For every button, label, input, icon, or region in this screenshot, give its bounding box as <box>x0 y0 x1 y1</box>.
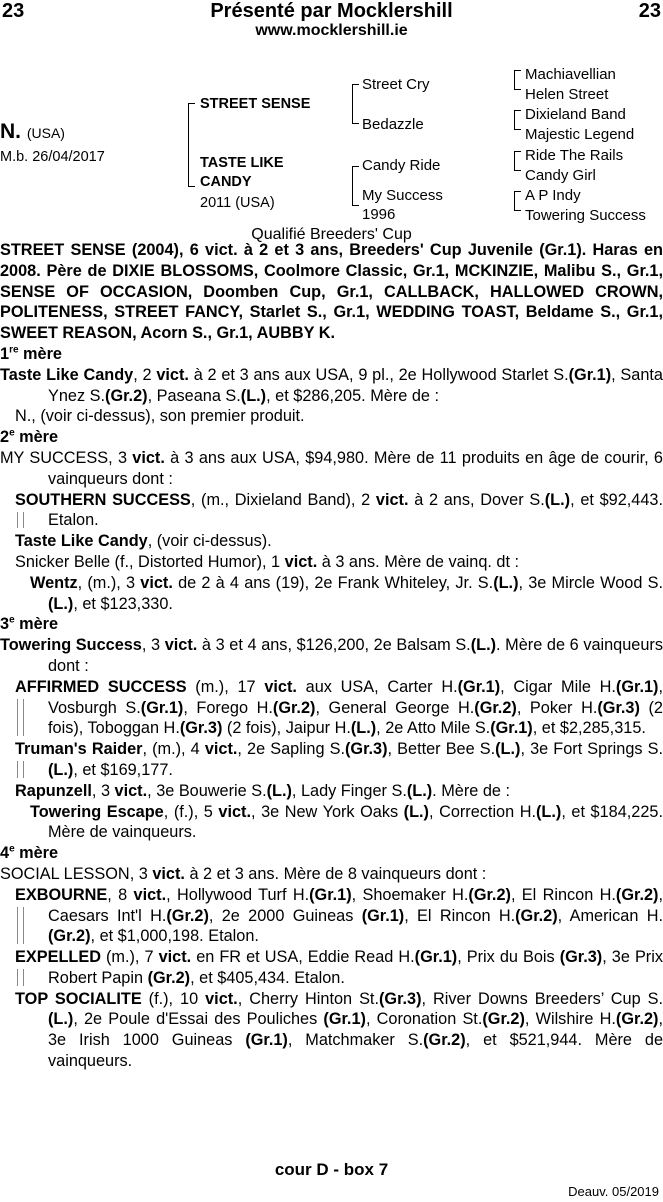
text: , (m.), 3 <box>77 573 141 592</box>
fourth-dam-name: SOCIAL LESSON <box>0 864 130 883</box>
page-title: Présenté par Mocklershill <box>210 0 453 22</box>
text: , et $169,177. <box>73 760 173 779</box>
text: , 2e Atto Mile S. <box>376 719 491 738</box>
vict: vict. <box>284 552 318 571</box>
heading-word: mère <box>18 344 62 363</box>
g3-7: A P Indy <box>525 187 581 204</box>
grade: (Gr.3) <box>597 698 640 717</box>
text: . Mère de : <box>432 781 510 800</box>
vict: vict. <box>375 490 409 509</box>
produce-name: Rapunzell <box>15 781 92 800</box>
heading-word: mère <box>14 428 59 447</box>
produce-expelled <box>15 947 663 989</box>
text: , 2 <box>133 365 157 384</box>
text: , (m., Dixieland Band), 2 <box>190 490 376 509</box>
grade: (Gr.3) <box>378 989 422 1008</box>
first-dam-entry <box>0 365 663 407</box>
black-type-bar <box>17 761 24 778</box>
dam-year: 2011 (USA) <box>200 195 275 211</box>
text: , El Rincon H. <box>404 906 516 925</box>
grade: (Gr.2) <box>515 906 558 925</box>
grade: (Gr.2) <box>105 386 148 405</box>
produce-trumans-raider <box>15 739 663 781</box>
text: , (voir ci-dessus). <box>147 532 272 551</box>
text: , (f.), 5 <box>163 802 219 821</box>
lot-number-left: 23 <box>2 0 25 22</box>
g3-bracket-3 <box>514 151 515 171</box>
text: . Mère de 6 vainqueurs dont : <box>48 636 663 675</box>
black-type-bar <box>17 512 24 529</box>
vict: vict. <box>156 365 189 384</box>
vict: vict. <box>218 802 251 821</box>
text: (m.), 17 <box>186 677 265 696</box>
heading-number: 2 <box>0 428 10 447</box>
text: , 3 <box>91 781 115 800</box>
produce-name: Wentz <box>30 573 78 592</box>
text: , 3e New York Oaks <box>251 802 404 821</box>
produce-name: Truman's Raider <box>15 740 143 759</box>
grade: (Gr.1) <box>323 1010 366 1029</box>
vict: vict. <box>152 864 185 883</box>
text: , Hollywood Turf H. <box>166 885 310 904</box>
text: , et $184,225. Mère de vainqueurs. <box>48 802 663 842</box>
dam-dam-year: 1996 <box>362 206 396 223</box>
grade: (Gr.1) <box>309 885 352 904</box>
text: aux USA, Carter H. <box>296 677 458 696</box>
vict: vict. <box>133 885 167 904</box>
text: , et $521,944. Mère de vainqueurs. <box>48 1031 663 1071</box>
text: en FR et USA, Eddie Read H. <box>191 948 415 967</box>
grade: (Gr.1) <box>568 365 612 384</box>
g3-bracket-4 <box>514 191 515 211</box>
text: (f.), 10 <box>141 989 206 1008</box>
grade: (Gr.2) <box>147 968 191 987</box>
grade: (Gr.2) <box>48 927 91 946</box>
grade: (Gr.3) <box>179 719 223 738</box>
catalogue-body <box>0 240 663 1072</box>
heading-word: mère <box>14 615 59 634</box>
heading-number: 4 <box>0 844 10 863</box>
text: , 2e Poule d'Essai des Pouliches <box>73 1010 324 1029</box>
text: , American H. <box>557 906 663 925</box>
first-dam-heading <box>0 344 663 365</box>
grade: (L.) <box>48 594 74 613</box>
sire: STREET SENSE <box>200 96 311 112</box>
text: , (m.), 4 <box>142 740 205 759</box>
g3-6: Candy Girl <box>525 167 596 184</box>
fourth-dam-heading <box>0 843 663 864</box>
g3-5: Ride The Rails <box>525 147 624 164</box>
dam-bracket <box>352 166 353 206</box>
grade: (Gr.2) <box>615 885 659 904</box>
text: , 3e Fort Springs S. <box>520 740 663 759</box>
text: à 3 ans aux USA, $94,980. Mère de 11 produits en âge de courir, 6 vainqueurs dont : <box>48 448 663 488</box>
text: , et $1,000,198. Etalon. <box>90 927 259 946</box>
produce-name: TOP SOCIALITE <box>15 989 142 1008</box>
produce-name: Taste Like Candy <box>15 532 148 551</box>
text: , Cigar Mile H. <box>500 677 616 696</box>
heading-number: 3 <box>0 615 10 634</box>
text: , 3e Bouwerie S. <box>147 781 267 800</box>
grade: (Gr.2) <box>166 906 209 925</box>
grade: (Gr.1) <box>457 677 501 696</box>
text: , et $123,330. <box>73 594 173 613</box>
text: , et $286,205. Mère de : <box>266 386 439 405</box>
vict: vict. <box>132 448 165 467</box>
grade: (L.) <box>350 719 377 738</box>
g3-bracket-1 <box>514 70 515 90</box>
heading-sup: e <box>9 614 15 626</box>
grade: (L.) <box>470 636 497 655</box>
grade: (L.) <box>403 802 429 821</box>
produce-exbourne <box>15 885 663 947</box>
g3-1: Machiavellian <box>525 66 616 83</box>
produce-snicker-belle <box>15 552 663 573</box>
g3-3: Dixieland Band <box>525 106 626 123</box>
stable-location: cour D - box 7 <box>274 1160 389 1179</box>
sire-summary: STREET SENSE (2004), 6 vict. à 2 et 3 ans, Breeders' Cup Juvenile (Gr.1). Haras en 2008. Père de DIXIE BLOSSOMS, Coolmore Classic, Gr.1, MCKINZIE, Malibu S., Gr.1, SENSE OF OCCASION, Doomben Cup, Gr.1, CALLBACK, HALLOWED CROWN, POLITENESS, STREET FANCY, Starlet S., Gr.1, WEDDING TOAST, Beldame S., Gr.1, SWEET REASON, Acorn S., Gr.1, AUBBY K. <box>0 241 663 343</box>
heading-word: mère <box>14 844 59 863</box>
second-dam-name: MY SUCCESS <box>0 448 109 467</box>
produce-name: EXBOURNE <box>15 885 108 904</box>
grade: (Gr.2) <box>272 698 316 717</box>
text: , et $92,443. Etalon. <box>48 490 663 530</box>
third-dam-heading <box>0 614 663 635</box>
produce-southern-success <box>15 490 663 532</box>
sire-dam: Bedazzle <box>362 116 424 133</box>
grade: (L.) <box>48 760 74 779</box>
qualification: Qualifié Breeders' Cup <box>251 226 412 243</box>
grade: (Gr.3) <box>559 948 603 967</box>
grade: (Gr.2) <box>474 698 517 717</box>
produce-top-socialite <box>15 989 663 1072</box>
grade: (L.) <box>240 386 267 405</box>
horse-name-line <box>0 120 65 144</box>
text: , Shoemaker H. <box>351 885 469 904</box>
sire-bracket <box>352 84 353 124</box>
text: , 3e Prix Robert Papin <box>48 948 663 987</box>
text: , 3e Irish 1000 Guineas <box>48 1010 663 1050</box>
dam: TASTE LIKE CANDY <box>200 155 284 190</box>
text: à 2 ans, Dover S. <box>408 490 545 509</box>
pedigree <box>0 60 663 243</box>
text: , Lady Finger S. <box>291 781 407 800</box>
text: , 2e 2000 Guineas <box>208 906 362 925</box>
produce-name: AFFIRMED SUCCESS <box>15 677 187 696</box>
text: , El Rincon H. <box>510 885 616 904</box>
second-dam-entry <box>0 448 663 490</box>
produce-rapunzell <box>15 781 663 802</box>
text: , Correction H. <box>428 802 537 821</box>
website: www.mocklershill.ie <box>255 22 408 39</box>
produce-name: EXPELLED <box>15 948 101 967</box>
text: , Caesars Int'l H. <box>48 885 663 925</box>
text: , 2e Sapling S. <box>237 740 346 759</box>
grade: (Gr.1) <box>490 719 533 738</box>
heading-sup: re <box>9 344 19 356</box>
grade: (Gr.2) <box>482 1010 525 1029</box>
g3-bracket-2 <box>514 110 515 130</box>
lot-number-right: 23 <box>638 0 661 22</box>
black-type-bar <box>17 969 24 986</box>
text: à 3 ans. Mère de vainq. dt : <box>317 552 520 571</box>
grade: (Gr.2) <box>615 1010 659 1029</box>
second-dam-heading <box>0 427 663 448</box>
horse-details: M.b. 26/04/2017 <box>0 149 105 165</box>
black-type-bar <box>17 699 24 736</box>
text: , Forego H. <box>183 698 273 717</box>
text: , Poker H. <box>516 698 598 717</box>
sire-sire: Street Cry <box>362 76 430 93</box>
text: de 2 à 4 ans (19), 2e Frank Whiteley, Jr. S. <box>172 573 494 592</box>
heading-sup: e <box>9 843 15 855</box>
horse-country: (USA) <box>26 125 65 141</box>
dam-sire: Candy Ride <box>362 157 441 174</box>
text: , 8 <box>107 885 134 904</box>
grade: (Gr.3) <box>345 740 388 759</box>
dam-dam: My Success <box>362 187 443 204</box>
g3-4: Majestic Legend <box>525 126 635 143</box>
produce-towering-escape <box>30 802 663 844</box>
third-dam-entry <box>0 635 663 677</box>
grade: (L.) <box>544 490 571 509</box>
third-dam-name: Towering Success <box>0 636 142 655</box>
grade: (Gr.2) <box>468 885 511 904</box>
text: , Paseana S. <box>147 386 241 405</box>
text: , Santa Ynez S. <box>48 365 663 405</box>
text: (2 fois), Toboggan H. <box>48 698 663 738</box>
grade: (Gr.2) <box>423 1031 466 1050</box>
horse-name: N. <box>0 120 21 143</box>
text: (2 fois), Jaipur H. <box>222 719 351 738</box>
black-type-bar <box>17 907 24 944</box>
g3-2: Helen Street <box>525 86 609 103</box>
grade: (L.) <box>495 740 521 759</box>
text: , Coronation St. <box>365 1010 483 1029</box>
grade: (Gr.1) <box>140 698 184 717</box>
produce-taste-like-candy <box>15 531 663 552</box>
produce-name: Towering Escape <box>30 802 164 821</box>
text: , Wilshire H. <box>524 1010 616 1029</box>
vict: vict. <box>164 636 198 655</box>
text: , General George H. <box>315 698 475 717</box>
text: Snicker Belle (f., Distorted Humor), 1 <box>15 552 285 571</box>
text: , et $405,434. Etalon. <box>190 968 345 987</box>
heading-number: 1 <box>0 344 10 363</box>
text: , Vosburgh S. <box>48 677 663 717</box>
heading-sup: e <box>9 427 15 439</box>
grade: (Gr.1) <box>361 906 405 925</box>
text: , 3 <box>129 864 153 883</box>
text: , River Downs Breeders’ Cup S. <box>421 989 663 1008</box>
text: (m.), 7 <box>100 948 159 967</box>
text: , et $2,285,315. <box>532 719 646 738</box>
text: , 3e Mircle Wood S. <box>518 573 663 592</box>
gen1-bracket <box>188 103 189 187</box>
grade: (L.) <box>406 781 433 800</box>
grade: (L.) <box>48 1010 74 1029</box>
text: , Matchmaker S. <box>287 1031 424 1050</box>
first-dam-name: Taste Like Candy <box>0 365 134 384</box>
grade: (L.) <box>266 781 292 800</box>
text: , 3 <box>108 448 133 467</box>
text: à 2 et 3 ans. Mère de 8 vainqueurs dont : <box>184 864 487 883</box>
vict: vict. <box>140 573 173 592</box>
text: à 3 et 4 ans, $126,200, 2e Balsam S. <box>197 636 471 655</box>
sale-reference: Deauv. 05/2019 <box>568 1184 659 1199</box>
text: , Cherry Hinton St. <box>237 989 379 1008</box>
grade: (Gr.1) <box>615 677 659 696</box>
grade: (L.) <box>536 802 562 821</box>
produce-wentz <box>30 573 663 615</box>
text: , 3 <box>141 636 165 655</box>
text: , Prix du Bois <box>457 948 560 967</box>
produce-affirmed-success <box>15 677 663 739</box>
vict: vict. <box>205 989 238 1008</box>
text: à 2 et 3 ans aux USA, 9 pl., 2e Hollywood Starlet S. <box>188 365 569 384</box>
vict: vict. <box>264 677 297 696</box>
vict: vict. <box>114 781 148 800</box>
text: , Better Bee S. <box>387 740 496 759</box>
first-dam-produce: N., (voir ci-dessus), son premier produit. <box>15 407 305 426</box>
grade: (L.) <box>493 573 519 592</box>
grade: (Gr.1) <box>245 1031 288 1050</box>
vict: vict. <box>158 948 192 967</box>
grade: (Gr.1) <box>414 948 458 967</box>
vict: vict. <box>204 740 238 759</box>
produce-name: SOUTHERN SUCCESS <box>15 490 191 509</box>
g3-8: Towering Success <box>525 207 646 224</box>
fourth-dam-entry <box>0 864 663 885</box>
